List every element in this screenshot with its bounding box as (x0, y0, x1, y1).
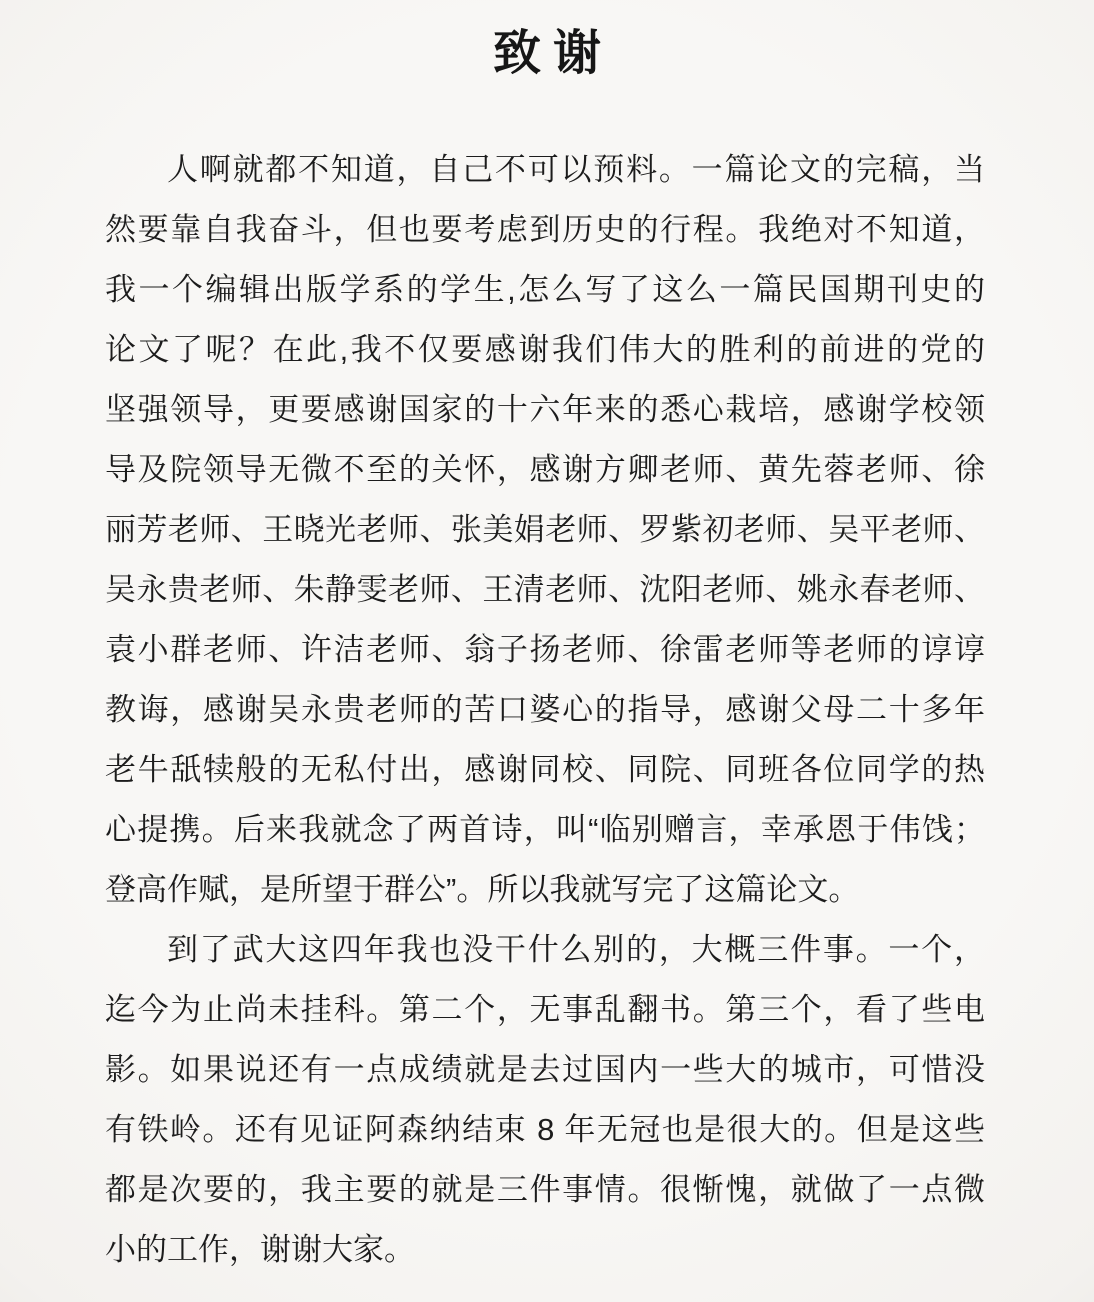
page-title: 致谢 (492, 27, 613, 80)
text-line: 影。如果说还有一点成绩就是去过国内一些大的城市，可惜没 (105, 1052, 985, 1087)
text-line: 导及院领导无微不至的关怀，感谢方卿老师、黄先蓉老师、徐 (105, 452, 985, 487)
text-line: 袁小群老师、许洁老师、翁子扬老师、徐雷老师等老师的谆谆 (105, 632, 985, 667)
text-line: 坚强领导，更要感谢国家的十六年来的悉心栽培，感谢学校领 (105, 392, 985, 427)
acknowledgement-text (105, 140, 985, 1280)
text-line: 人啊就都不知道，自己不可以预料。一篇论文的完稿，当 (167, 152, 985, 187)
text-line: 有铁岭。还有见证阿森纳结束 8 年无冠也是很大的。但是这些 (105, 1112, 985, 1147)
text-line: 丽芳老师、王晓光老师、张美娟老师、罗紫初老师、吴平老师、 (105, 512, 985, 547)
text-line: 吴永贵老师、朱静雯老师、王清老师、沈阳老师、姚永春老师、 (105, 572, 985, 607)
text-line: 迄今为止尚未挂科。第二个，无事乱翻书。第三个，看了些电 (105, 992, 985, 1027)
text-line: 登高作赋，是所望于群公”。所以我就写完了这篇论文。 (105, 872, 860, 907)
text-line: 论文了呢？在此,我不仅要感谢我们伟大的胜利的前进的党的 (105, 332, 985, 367)
text-line: 到了武大这四年我也没干什么别的，大概三件事。一个， (167, 932, 985, 967)
text-line: 小的工作，谢谢大家。 (105, 1232, 415, 1267)
text-line: 心提携。后来我就念了两首诗，叫“临别赠言，幸承恩于伟饯； (105, 812, 985, 847)
text-line: 老牛舐犊般的无私付出，感谢同校、同院、同班各位同学的热 (105, 752, 985, 787)
text-line: 教诲，感谢吴永贵老师的苦口婆心的指导，感谢父母二十多年 (105, 692, 985, 727)
text-line: 然要靠自我奋斗，但也要考虑到历史的行程。我绝对不知道， (105, 212, 985, 247)
text-line: 我一个编辑出版学系的学生,怎么写了这么一篇民国期刊史的 (105, 272, 985, 307)
text-line: 都是次要的，我主要的就是三件事情。很惭愧，就做了一点微 (105, 1172, 985, 1207)
